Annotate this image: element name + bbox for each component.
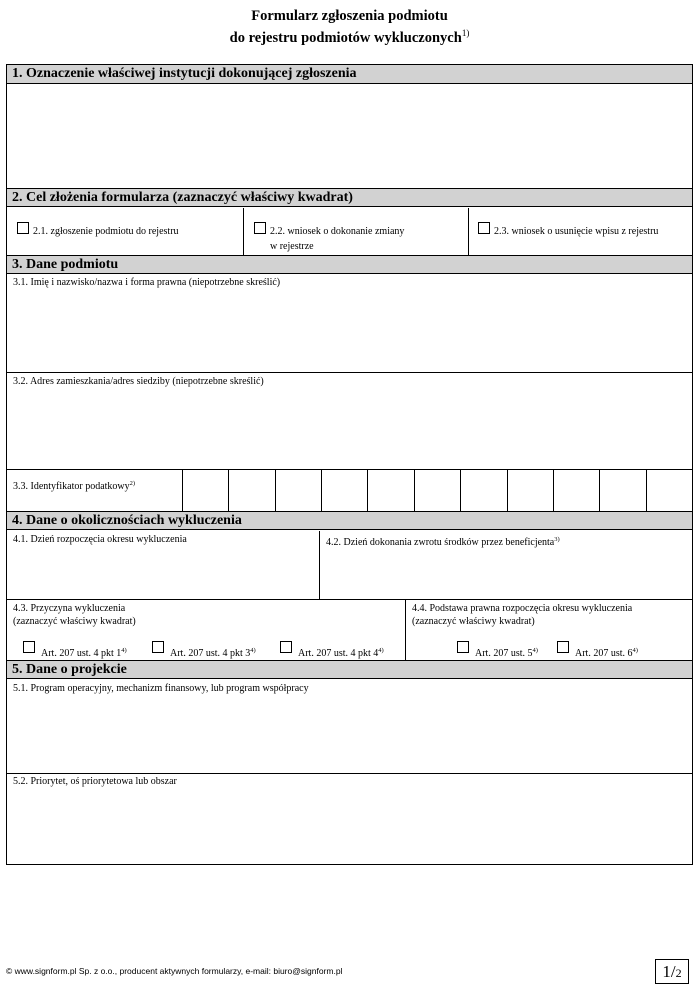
- priority-label: 5.2. Priorytet, oś priorytetowa lub obszar: [13, 776, 177, 787]
- entity-address-field[interactable]: [7, 389, 692, 469]
- form-title-line2: do rejestru podmiotów wykluczonych$^{1)}$: [229, 28, 470, 46]
- exclusion-start-label: 4.1. Dzień rozpoczęcia okresu wykluczenia: [13, 534, 187, 545]
- page-number: 1/2: [655, 959, 689, 984]
- form-frame: [6, 64, 693, 865]
- refund-date-field[interactable]: [320, 547, 692, 599]
- legal-basis-hint: (zaznaczyć właściwy kwadrat): [412, 616, 535, 627]
- section-1-header: 1. Oznaczenie właściwej instytucji dokonującej zgłoszenia: [7, 65, 692, 84]
- program-field[interactable]: [7, 696, 692, 773]
- tax-id-boxes: [182, 469, 692, 511]
- purpose-change-label-cont: w rejestrze: [270, 241, 314, 252]
- program-label: 5.1. Program operacyjny, mechanizm finansowy, lub program współpracy: [13, 683, 309, 694]
- basis-ust5-checkbox[interactable]: [457, 641, 469, 653]
- basis-ust6-label: Art. 207 ust. 6$^{4)}$: [575, 647, 638, 659]
- tax-id-label: 3.3. Identyfikator podatkowy$^{2)}$: [13, 480, 136, 492]
- footer-copyright: © www.signform.pl Sp. z o.o., producent aktywnych formularzy, e-mail: biuro@signform.pl: [6, 966, 343, 976]
- basis-ust6-checkbox[interactable]: [557, 641, 569, 653]
- purpose-register-checkbox[interactable]: [17, 222, 29, 234]
- reason-pkt4-label: Art. 207 ust. 4 pkt 4$^{4)}$: [298, 647, 384, 659]
- entity-name-field[interactable]: [7, 290, 692, 372]
- priority-field[interactable]: [7, 789, 692, 864]
- refund-footnote: 3): [554, 536, 560, 543]
- section-3-header: 3. Dane podmiotu: [7, 255, 692, 274]
- reason-pkt1-label: Art. 207 ust. 4 pkt 1$^{4)}$: [41, 647, 127, 659]
- section-2-header: 2. Cel złożenia formularza (zaznaczyć właściwy kwadrat): [7, 188, 692, 207]
- purpose-change-label: 2.2. wniosek o dokonanie zmiany: [270, 226, 405, 237]
- reason-pkt3-checkbox[interactable]: [152, 641, 164, 653]
- basis-ust5-label: Art. 207 ust. 5$^{4)}$: [475, 647, 538, 659]
- section-5-header: 5. Dane o projekcie: [7, 660, 692, 679]
- refund-date-label: 4.2. Dzień dokonania zwrotu środków przez beneficjenta$^{3)}$: [326, 536, 560, 548]
- purpose-change-checkbox[interactable]: [254, 222, 266, 234]
- form-title: [0, 8, 699, 47]
- purpose-register-label: 2.1. zgłoszenie podmiotu do rejestru: [33, 226, 179, 237]
- tax-id-footnote: 2): [129, 480, 136, 487]
- legal-basis-label: 4.4. Podstawa prawna rozpoczęcia okresu wykluczenia: [412, 603, 633, 614]
- section-4-header: 4. Dane o okolicznościach wykluczenia: [7, 511, 692, 530]
- purpose-remove-label: 2.3. wniosek o usunięcie wpisu z rejestru: [494, 226, 659, 237]
- institution-field[interactable]: [7, 84, 692, 188]
- form-title-line1: Formularz zgłoszenia podmiotu: [251, 8, 448, 24]
- entity-name-label: 3.1. Imię i nazwisko/nazwa i forma prawna (niepotrzebne skreślić): [13, 277, 281, 288]
- reason-pkt4-checkbox[interactable]: [280, 641, 292, 653]
- purpose-remove-checkbox[interactable]: [478, 222, 490, 234]
- exclusion-reason-label: 4.3. Przyczyna wykluczenia: [13, 603, 126, 614]
- title-footnote: 1): [461, 28, 470, 38]
- entity-address-label: 3.2. Adres zamieszkania/adres siedziby (niepotrzebne skreślić): [13, 376, 264, 387]
- reason-pkt3-label: Art. 207 ust. 4 pkt 3$^{4)}$: [170, 647, 256, 659]
- tax-id-digit-field[interactable]: [183, 469, 692, 511]
- exclusion-reason-hint: (zaznaczyć właściwy kwadrat): [13, 616, 136, 627]
- exclusion-start-field[interactable]: [7, 547, 318, 599]
- reason-pkt1-checkbox[interactable]: [23, 641, 35, 653]
